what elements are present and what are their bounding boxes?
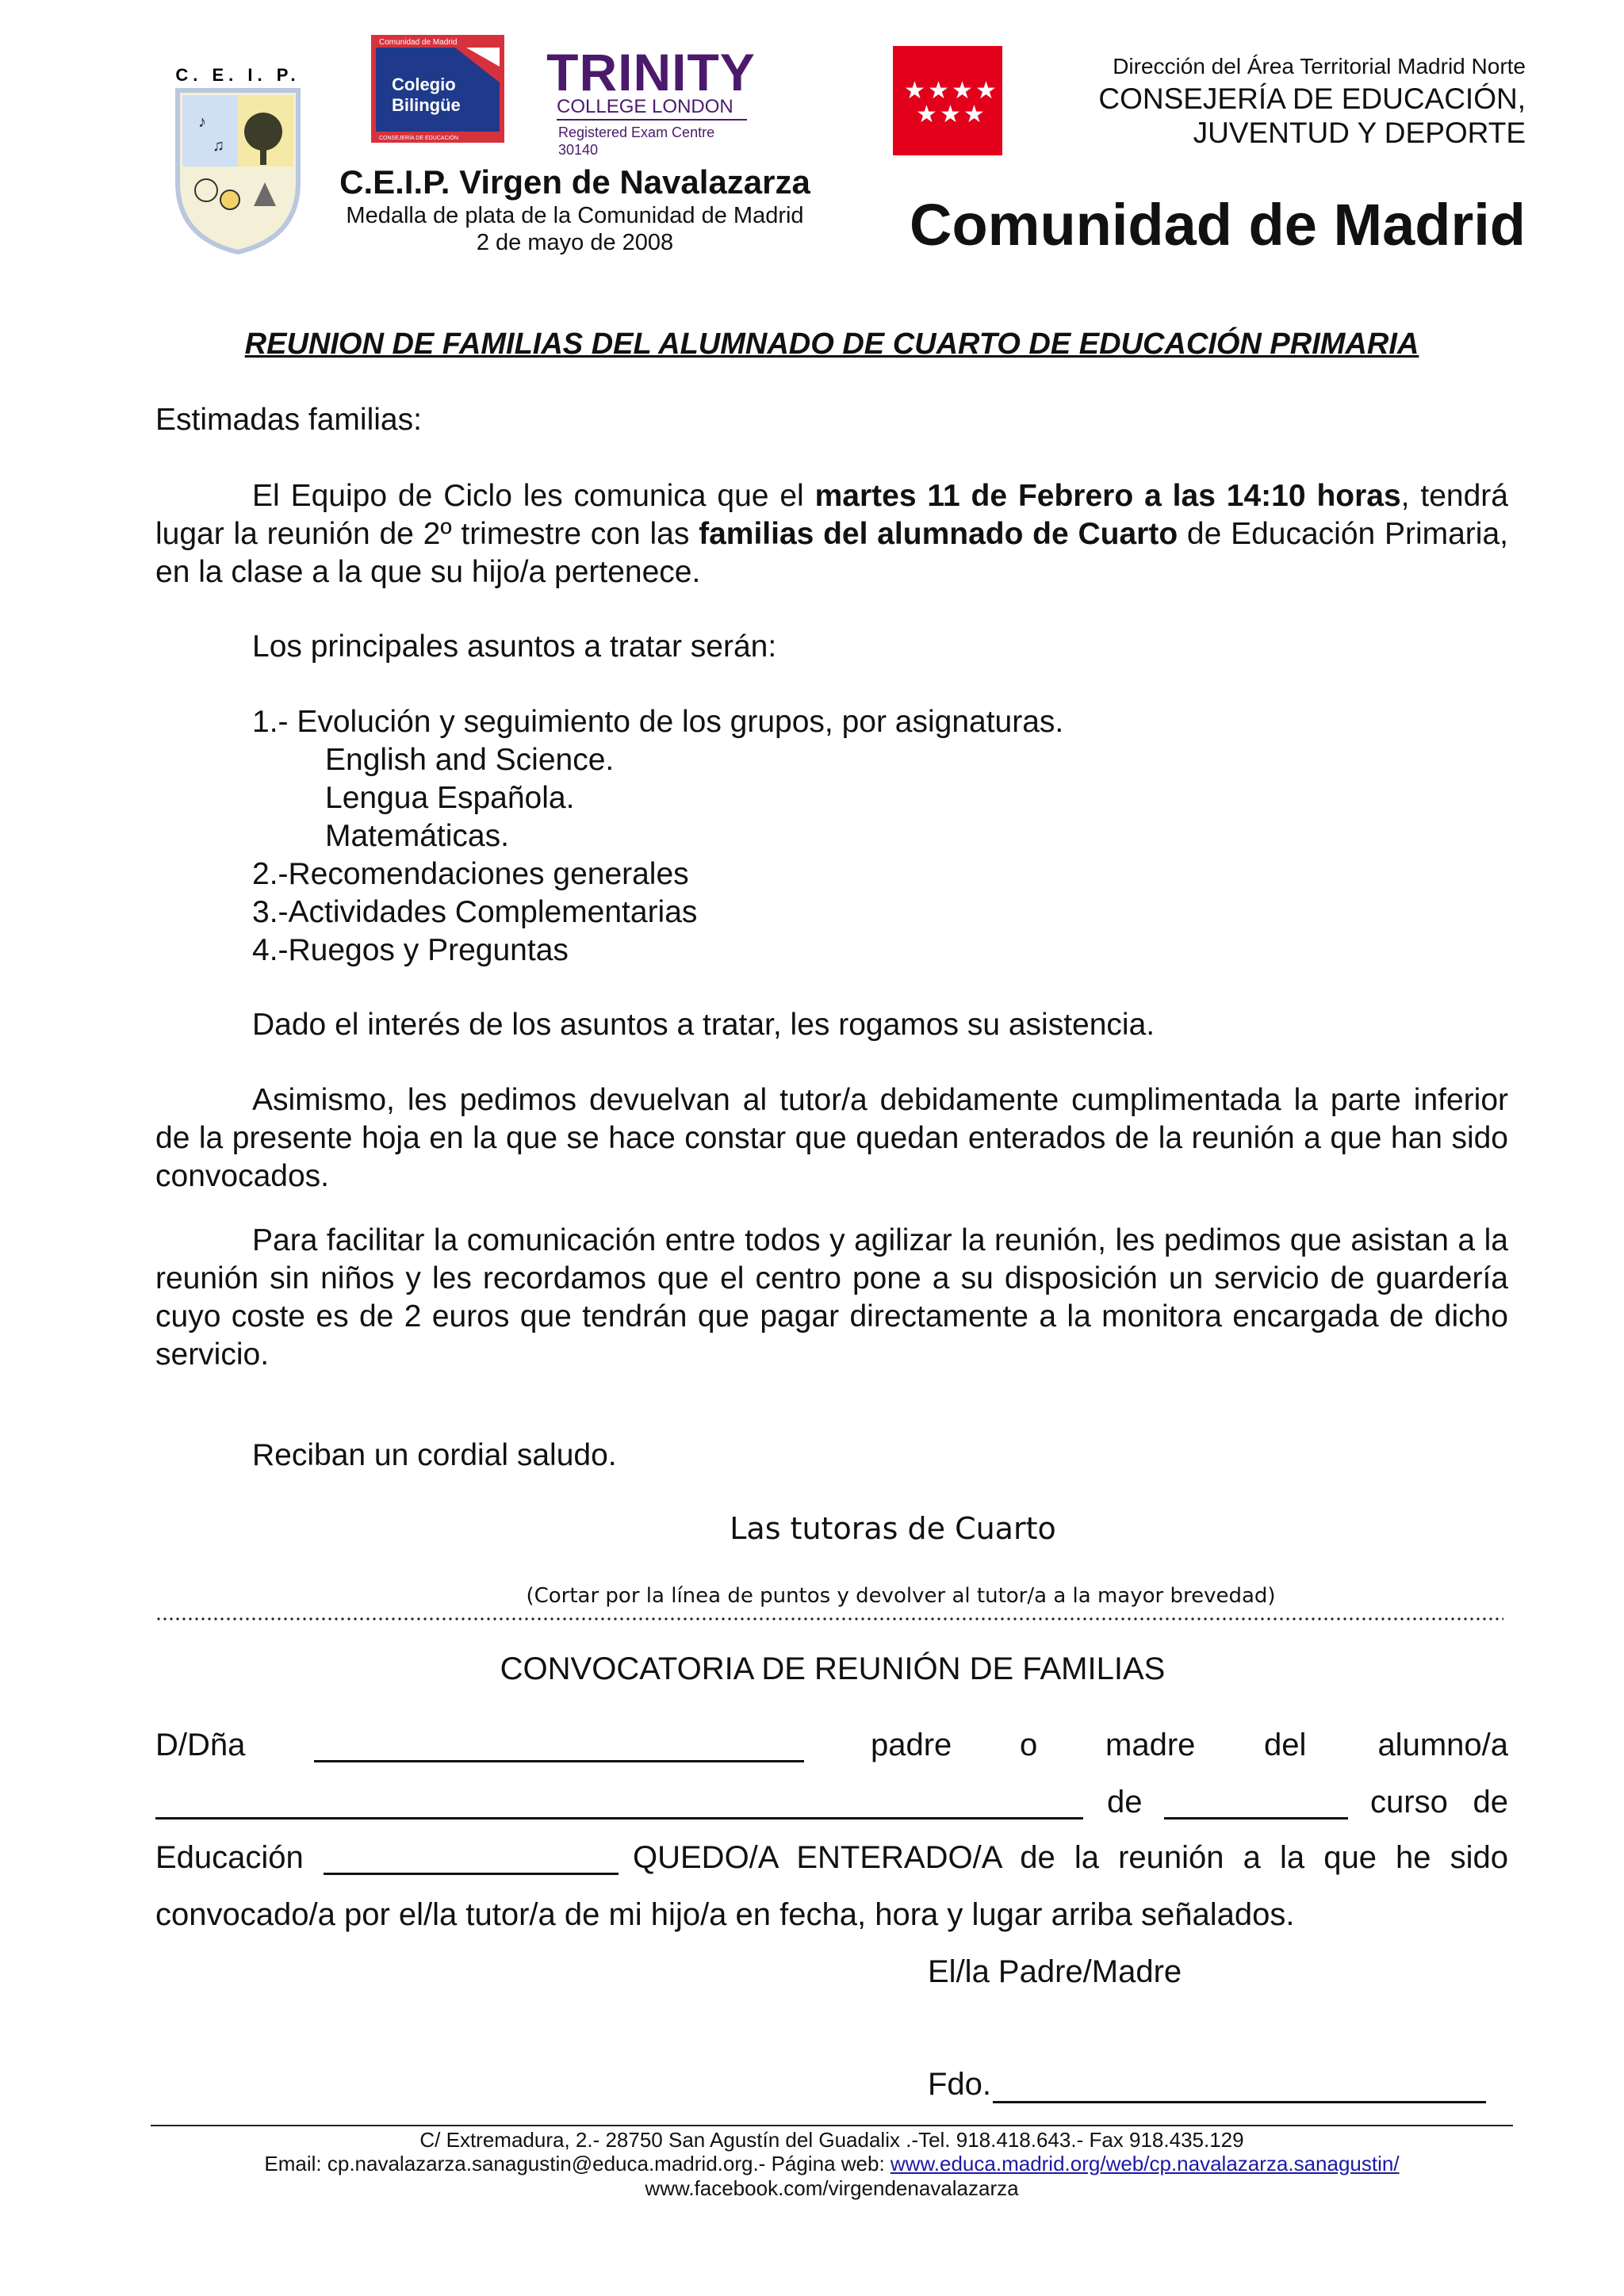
parent-label: El/la Padre/Madre xyxy=(928,1954,1182,1989)
svg-text:Bilingüe: Bilingüe xyxy=(392,95,461,115)
footer-email: Email: cp.navalazarza.sanagustin@educa.madrid.org.- Página web: xyxy=(264,2152,891,2175)
quedo-enterado-text: QUEDO/A ENTERADO/A de la reunión a la que he sido xyxy=(633,1840,1508,1875)
svg-text:★: ★ xyxy=(952,77,973,105)
trinity-subtitle: COLLEGE LONDON xyxy=(557,96,733,117)
educacion-label: Educación xyxy=(155,1840,304,1875)
footer-divider xyxy=(151,2125,1513,2126)
greeting: Estimadas familias: xyxy=(155,403,422,437)
comunidad-madrid-title: Comunidad de Madrid xyxy=(910,192,1526,258)
parent-name-field[interactable] xyxy=(314,1760,804,1762)
cut-instructions: (Cortar por la línea de puntos y devolver al tutor/a a la mayor brevedad) xyxy=(526,1584,1276,1608)
topic-item: 3.-Actividades Complementarias xyxy=(252,895,698,929)
svg-text:Colegio: Colegio xyxy=(392,75,456,94)
consejeria-line: CONSEJERÍA DE EDUCACIÓN, xyxy=(1098,82,1526,115)
de-label-2: de xyxy=(1473,1785,1508,1820)
curso-label: curso xyxy=(1370,1785,1448,1820)
svg-text:★: ★ xyxy=(916,101,937,128)
school-name: C.E.I.P. Virgen de Navalazarza xyxy=(339,163,810,201)
o-label: o xyxy=(1020,1728,1038,1762)
svg-text:C. E. I. P.: C. E. I. P. xyxy=(175,65,301,85)
form-line-3 xyxy=(155,1838,1508,1877)
paragraph-meeting-announcement: El Equipo de Ciclo les comunica que el martes 11 de Febrero a las 14:10 horas, tendrá lugar la reunión de 2º trimestre con las familias del alumnado de Cuarto de Educación Primaria, en la clase a la que su hijo/a pertenece. xyxy=(155,479,1508,589)
footer-address: C/ Extremadura, 2.- 28750 San Agustín del Guadalix .-Tel. 918.418.643.- Fax 918.435.129 xyxy=(419,2128,1244,2152)
closing: Reciban un cordial saludo. xyxy=(252,1438,617,1472)
alumno-label: alumno/a xyxy=(1377,1728,1508,1762)
form-line-2 xyxy=(155,1782,1508,1822)
trinity-wordmark: TRINITY xyxy=(546,43,756,101)
topics-intro: Los principales asuntos a tratar serán: xyxy=(252,629,777,664)
school-medal: Medalla de plata de la Comunidad de Madrid xyxy=(346,203,804,228)
signature-line xyxy=(928,2064,1530,2104)
trinity-divider xyxy=(557,119,747,121)
paragraph-return-slip: Asimismo, les pedimos devuelvan al tutor/a debidamente cumplimentada la parte inferior de la presente hoja en la que se hace constar que quedan enterados de la reunión a que han sido convocados. xyxy=(155,1083,1508,1193)
colegio-bilingue-logo xyxy=(371,35,504,143)
school-logo xyxy=(167,63,309,262)
trinity-college-logo xyxy=(544,43,758,158)
school-medal-date: 2 de mayo de 2008 xyxy=(476,230,674,255)
form-title: CONVOCATORIA DE REUNIÓN DE FAMILIAS xyxy=(500,1651,1166,1686)
footer-facebook: www.facebook.com/virgendenavalazarza xyxy=(645,2176,1019,2200)
svg-text:★: ★ xyxy=(904,77,925,105)
topic-item: 2.-Recomendaciones generales xyxy=(252,857,689,891)
svg-text:★: ★ xyxy=(963,101,985,128)
subtopic-item: Lengua Española. xyxy=(325,781,575,815)
footer-contact xyxy=(151,2151,1513,2176)
del-label: del xyxy=(1264,1728,1307,1762)
document-title: REUNION DE FAMILIAS DEL ALUMNADO DE CUARTO DE EDUCACIÓN PRIMARIA xyxy=(244,327,1419,361)
subtopic-item: Matemáticas. xyxy=(325,819,509,853)
signers: Las tutoras de Cuarto xyxy=(730,1511,1056,1546)
education-level-field[interactable] xyxy=(324,1873,619,1875)
svg-text:★: ★ xyxy=(940,101,961,128)
de-label: de xyxy=(1107,1785,1143,1820)
signature-field[interactable] xyxy=(993,2101,1486,2103)
trinity-exam-centre: Registered Exam Centre 30140 xyxy=(558,124,715,158)
svg-text:★: ★ xyxy=(975,77,997,105)
padre-label: padre xyxy=(871,1728,952,1762)
topic-item: 1.- Evolución y seguimiento de los grupos, por asignaturas. xyxy=(252,705,1064,739)
svg-text:♪: ♪ xyxy=(198,113,206,131)
dona-label: D/Dña xyxy=(155,1728,246,1762)
fdo-label: Fdo. xyxy=(928,2067,992,2102)
svg-text:♫: ♫ xyxy=(213,137,224,155)
topic-item: 4.-Ruegos y Preguntas xyxy=(252,933,569,967)
paragraph-attendance: Dado el interés de los asuntos a tratar, les rogamos su asistencia. xyxy=(252,1008,1155,1042)
footer-website-link[interactable]: www.educa.madrid.org/web/cp.navalazarza.sanagustin/ xyxy=(890,2152,1400,2175)
svg-text:CONSEJERÍA DE EDUCACIÓN: CONSEJERÍA DE EDUCACIÓN xyxy=(379,136,458,141)
juventud-line: JUVENTUD Y DEPORTE xyxy=(1193,117,1526,149)
svg-text:★: ★ xyxy=(928,77,949,105)
course-field[interactable] xyxy=(1164,1817,1348,1820)
form-line-4: convocado/a por el/la tutor/a de mi hijo/a en fecha, hora y lugar arriba señalados. xyxy=(155,1897,1295,1932)
subtopic-item: English and Science. xyxy=(325,743,615,777)
student-name-field[interactable] xyxy=(155,1817,1083,1820)
form-line-1 xyxy=(155,1725,1508,1765)
madre-label: madre xyxy=(1105,1728,1196,1762)
cut-line xyxy=(155,1617,1503,1621)
paragraph-childcare: Para facilitar la comunicación entre todos y agilizar la reunión, les pedimos que asistan a la reunión sin niños y les recordamos que el centro pone a su disposición un servicio de guardería cuyo coste es de 2 euros que tendrán que pagar directamente a la monitora encargada de dicho servicio. xyxy=(155,1223,1508,1372)
direccion-area-territorial: Dirección del Área Territorial Madrid Norte xyxy=(1113,54,1526,78)
svg-text:Comunidad de Madrid: Comunidad de Madrid xyxy=(379,38,458,47)
